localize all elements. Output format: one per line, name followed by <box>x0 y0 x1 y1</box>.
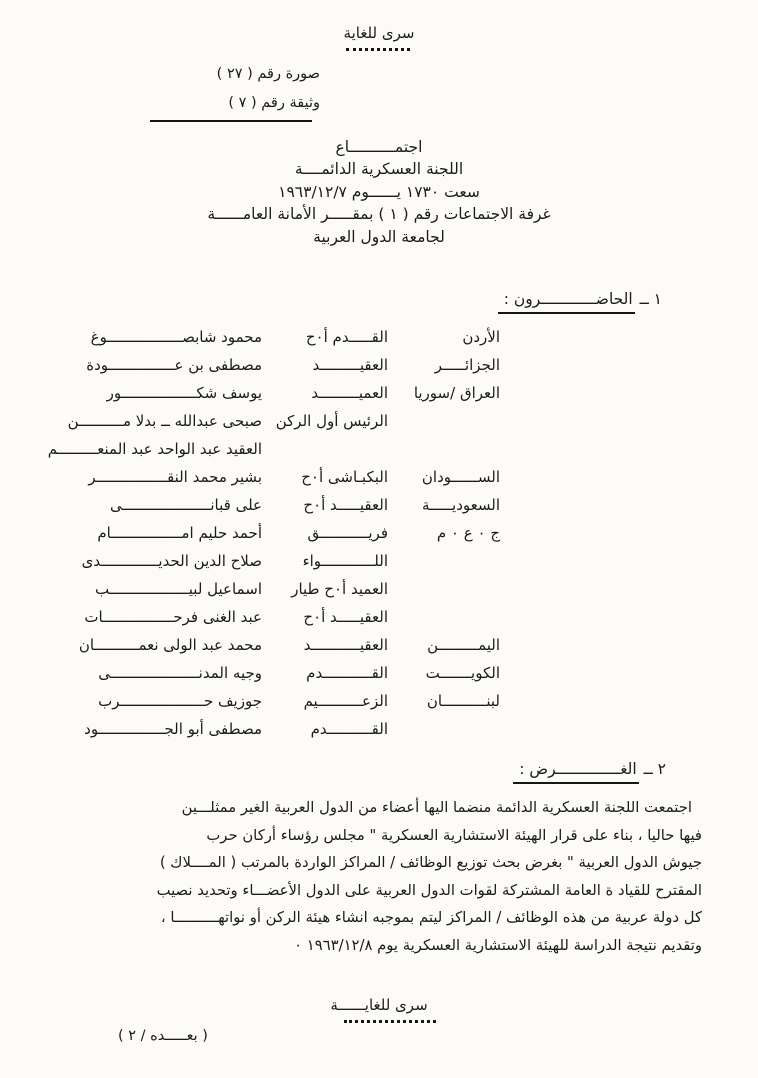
section2-number: ٢ ــ <box>643 760 666 778</box>
attendee-rank: فريـــــــــــق <box>307 524 388 542</box>
attendee-rank: العميـــــــــد <box>311 384 388 402</box>
attendee-rank: البكبـاشى أ٠ح <box>301 468 388 486</box>
section2-title: الغــــــــــــــرض : <box>513 760 639 784</box>
attendee-rank: العقيـــــــــــد <box>303 636 388 654</box>
classification-top-underline <box>346 48 410 51</box>
attendee-country: لبنــــــــــان <box>426 692 500 710</box>
attendee-row <box>0 631 502 659</box>
paragraph-line: كل دولة عربية من هذه الوظائف / المراكز ليتم بموجبه انشاء هيئة الركن أو نواتهــــــــــا ، <box>160 909 702 927</box>
attendee-country <box>388 603 502 631</box>
attendee-name: عبد الغنى فرحــــــــــــــــات <box>84 608 262 626</box>
attendee-rank: العقيـــــد أ٠ح <box>303 496 388 514</box>
meeting-heading <box>0 136 758 248</box>
attendee-country: السعوديـــــة <box>422 496 500 514</box>
attendee-name: صلاح الدين الحديـــــــــــــدى <box>81 552 262 570</box>
attendee-row <box>0 519 502 547</box>
attendee-name: العقيد عبد الواحد عبد المنعـــــــــم <box>47 440 262 458</box>
attendee-country: اليمـــــــــن <box>427 636 500 654</box>
attendee-row <box>0 687 502 715</box>
attendee-country <box>388 547 502 575</box>
attendee-rank <box>276 435 388 463</box>
attendee-name: على قبانــــــــــــــــــــى <box>109 496 262 514</box>
attendee-rank: القــــــــــدم <box>310 720 388 738</box>
attendee-rank: القـــــــــــدم <box>306 664 388 682</box>
attendee-name: اسماعيل لبيــــــــــــــــــب <box>94 580 262 598</box>
attendee-row <box>0 463 502 491</box>
attendee-rank: الرئيس أول الركن <box>275 412 388 430</box>
classification-bottom: سرى للغايــــــة <box>330 996 428 1014</box>
attendee-name: بشير محمد النقــــــــــــــــر <box>88 468 262 486</box>
attendee-rank: اللــــــــــــواء <box>302 552 388 570</box>
attendee-row <box>0 379 502 407</box>
attendee-name: وجيه المدنــــــــــــــــــــى <box>98 664 262 682</box>
attendee-name: محمود شابصـــــــــــــــــوغ <box>90 328 262 346</box>
attendees-table <box>0 323 502 743</box>
attendee-row <box>0 547 502 575</box>
paragraph-line: فيها حاليا ، بناء على قرار الهيئة الاستشارية العسكرية " مجلس رؤساء أركان حرب <box>206 826 702 844</box>
attendee-country: ج ٠ ع ٠ م <box>436 524 500 542</box>
section1-title: الحاضــــــــــــرون : <box>498 290 635 314</box>
attendee-name: صبحى عبدالله ــ بدلا مــــــــــن <box>67 412 262 430</box>
attendee-row <box>0 659 502 687</box>
paragraph-line: المقترح للقياد ة العامة المشتركة لقوات الدول العربية على الدول الأعضـــاء وتحديد نصيب <box>156 881 702 899</box>
attendee-row <box>0 715 502 743</box>
doc-number-line: وثيقة رقم ( ٧ ) <box>228 95 320 111</box>
attendee-country <box>388 715 502 743</box>
attendee-country: الكويـــــــت <box>425 664 500 682</box>
attendee-country <box>388 575 502 603</box>
attendee-row <box>0 575 502 603</box>
purpose-paragraph <box>56 794 702 960</box>
attendee-row <box>0 435 502 463</box>
paragraph-line: وتقديم نتيجة الدراسة للهيئة الاستشارية العسكرية يوم ١٩٦٣/١٢/٨ ٠ <box>294 936 702 954</box>
paragraph-line: جيوش الدول العربية " بغرض بحث توزيع الوظائف / المراكز الواردة بالمرتب ( المــــلاك ) <box>159 854 702 872</box>
classification-top: سرى للغاية <box>343 24 415 42</box>
attendee-row <box>0 323 502 351</box>
attendee-row <box>0 491 502 519</box>
attendee-country: الســــــودان <box>421 468 500 486</box>
attendee-name: مصطفى بن عـــــــــــــــودة <box>86 356 262 374</box>
attendee-name: أحمد حليم امــــــــــــــــام <box>97 524 262 542</box>
attendee-name: جوزيف حـــــــــــــــــــرب <box>98 692 262 710</box>
attendee-country <box>388 407 502 435</box>
attendee-rank: العميد أ٠ح طيار <box>291 580 388 598</box>
classification-bottom-underline <box>344 1020 436 1023</box>
page-continuation-marker: ( بعـــــده / ٢ ) <box>118 1028 208 1044</box>
attendee-name: يوسف شكـــــــــــــــــور <box>106 384 262 402</box>
heading-line-3: سعت ١٧٣٠ يــــــوم ١٩٦٣/١٢/٧ <box>278 182 480 201</box>
heading-line-5: لجامعة الدول العربية <box>313 227 445 246</box>
attendee-country <box>388 435 502 463</box>
section1-heading <box>498 290 662 314</box>
document-numbers-block <box>152 60 320 118</box>
heading-line-1: اجتمــــــــــاع <box>335 138 423 156</box>
document-numbers-underline <box>150 120 312 122</box>
attendee-rank: العقيـــــــــد <box>312 356 388 374</box>
section2-heading <box>513 760 666 784</box>
attendee-row <box>0 351 502 379</box>
attendee-country: الجزائـــــر <box>434 356 500 374</box>
section1-number: ١ ــ <box>639 290 662 308</box>
attendee-country: الأردن <box>462 328 500 346</box>
attendee-country: العراق /سوريا <box>413 384 500 402</box>
attendee-rank: القـــــدم أ٠ح <box>305 328 388 346</box>
attendee-name: محمد عبد الولى نعمــــــــــان <box>78 636 262 654</box>
photo-number-line: صورة رقم ( ٢٧ ) <box>216 66 320 82</box>
heading-line-4: غرفة الاجتماعات رقم ( ١ ) بمقـــــر الأمانة العامــــــة <box>207 205 551 224</box>
attendee-row <box>0 407 502 435</box>
attendee-rank: العقيـــــد أ٠ح <box>303 608 388 626</box>
attendee-row <box>0 603 502 631</box>
attendee-rank: الزعــــــــــيم <box>303 692 388 710</box>
heading-line-2: اللجنة العسكرية الدائمــــة <box>294 160 464 179</box>
attendee-name: مصطفى أبو الجـــــــــــــــود <box>84 720 262 738</box>
paragraph-line: اجتمعت اللجنة العسكرية الدائمة منضما اليها أعضاء من الدول العربية الغير ممثلـــين <box>181 799 692 816</box>
